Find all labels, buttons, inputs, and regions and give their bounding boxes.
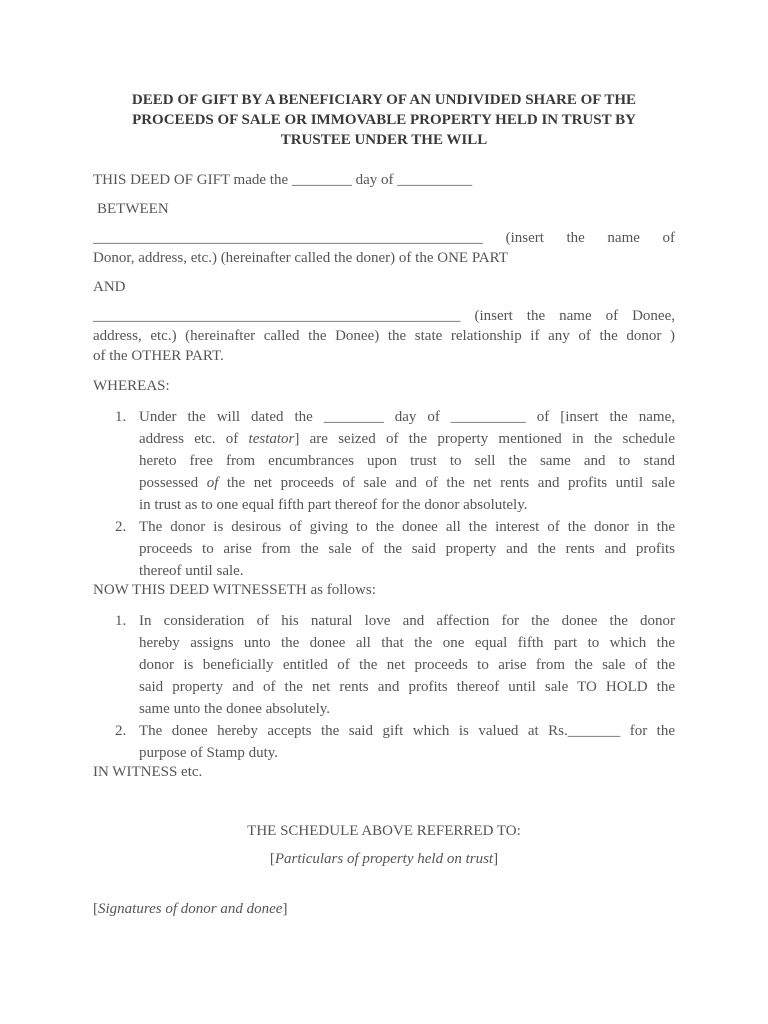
item-line: address etc. of testator] are seized of the property mentioned in the schedule <box>139 431 675 447</box>
schedule-particulars-text: Particulars of property held on trust <box>274 851 494 867</box>
list-number: 1. <box>115 613 127 629</box>
item-line: Under the will dated the ________ day of __________ of [insert the name, <box>139 409 675 425</box>
donor-line: Donor, address, etc.) (hereinafter called the doner) of the ONE PART <box>93 250 508 266</box>
witness-item-2 <box>139 720 675 764</box>
item-line: hereby assigns unto the donee all that the one equal fifth part to which the <box>139 635 675 651</box>
title-line: DEED OF GIFT BY A BENEFICIARY OF AN UNDIVIDED SHARE OF THE <box>131 92 637 108</box>
item-line: same unto the donee absolutely. <box>139 701 331 717</box>
donee-line: address, etc.) (hereinafter called the Donee) the state relationship if any of the donor ) <box>93 328 675 344</box>
donor-line: ____________________________________________________ (insert the name of <box>93 230 675 246</box>
intro-line: THIS DEED OF GIFT made the ________ day of __________ <box>93 172 473 188</box>
whereas-item-1 <box>139 406 675 516</box>
item-line: hereto free from encumbrances upon trust to sell the same and to stand <box>139 453 675 469</box>
donee-line: _________________________________________________ (insert the name of Donee, <box>93 308 675 324</box>
item-line: In consideration of his natural love and affection for the donee the donor <box>139 613 675 629</box>
donee-line: of the OTHER PART. <box>93 348 224 364</box>
and-label: AND <box>93 279 126 295</box>
title-line: TRUSTEE UNDER THE WILL <box>280 132 488 148</box>
donor-paragraph <box>93 228 675 268</box>
item-line: possessed of the net proceeds of sale and of the net rents and profits until sale <box>139 475 675 491</box>
witnesseth-label: NOW THIS DEED WITNESSETH as follows: <box>93 582 376 598</box>
item-line: The donee hereby accepts the said gift which is valued at Rs._______ for the <box>139 723 675 739</box>
list-number: 1. <box>115 409 127 425</box>
schedule-heading: THE SCHEDULE ABOVE REFERRED TO: <box>247 823 521 839</box>
deed-title <box>90 90 678 150</box>
title-line: PROCEEDS OF SALE OR IMMOVABLE PROPERTY HELD IN TRUST BY <box>132 112 636 128</box>
donee-paragraph <box>93 306 675 366</box>
item-line: in trust as to one equal fifth part thereof for the donor absolutely. <box>139 497 528 513</box>
in-witness-label: IN WITNESS etc. <box>93 764 203 780</box>
witness-item-1 <box>139 610 675 720</box>
item-line: purpose of Stamp duty. <box>139 745 279 761</box>
signatures-line: [Signatures of donor and donee] <box>93 901 288 917</box>
whereas-label: WHEREAS: <box>93 378 170 394</box>
list-number: 2. <box>115 723 127 739</box>
item-line: donor is beneficially entitled of the net proceeds to arise from the sale of the <box>139 657 675 673</box>
list-number: 2. <box>115 519 127 535</box>
item-line: The donor is desirous of giving to the donee all the interest of the donor in the <box>139 519 675 535</box>
between-label: BETWEEN <box>97 201 169 217</box>
item-line: said property and of the net rents and profits thereof until sale TO HOLD the <box>139 679 675 695</box>
item-line: proceeds to arise from the sale of the said property and the rents and profits <box>139 541 675 557</box>
whereas-item-2 <box>139 516 675 582</box>
signatures-text: Signatures of donor and donee <box>98 901 283 917</box>
item-line: thereof until sale. <box>139 563 244 579</box>
schedule-particulars: [Particulars of property held on trust] <box>269 851 499 867</box>
